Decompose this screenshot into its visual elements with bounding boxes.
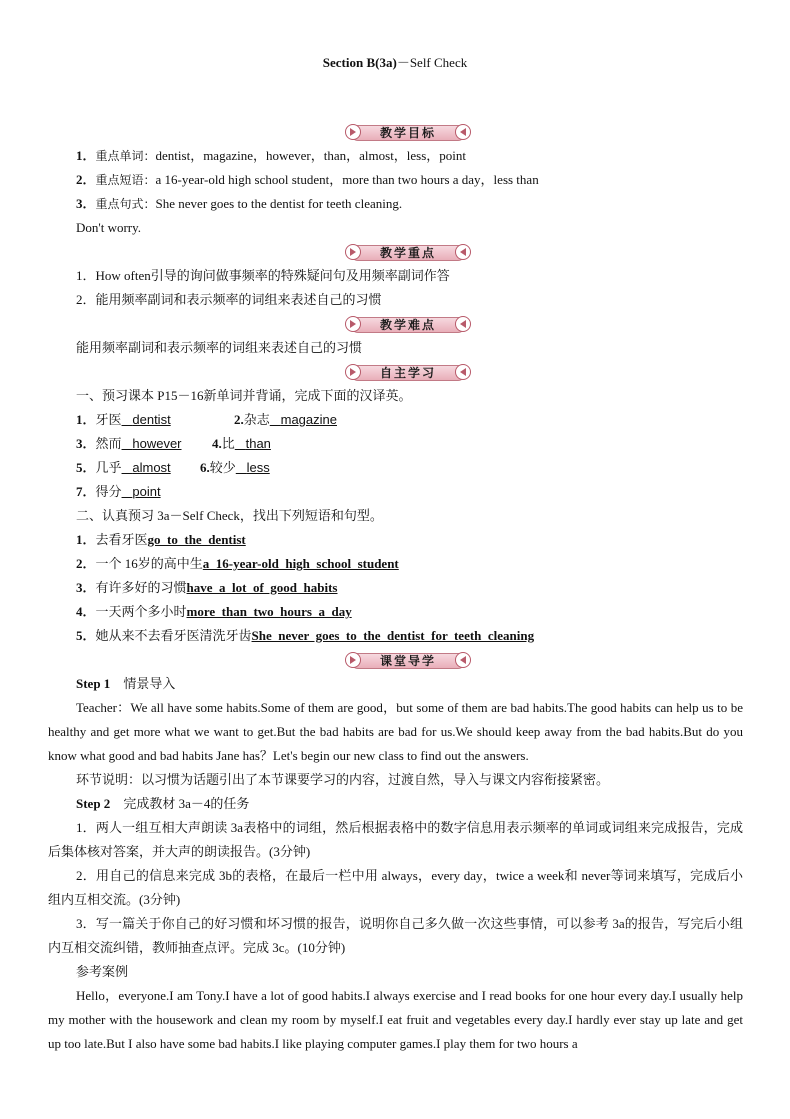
key-point-line-1: 1．How often引导的询问做事频率的特殊疑问句及用频率副词作答 [76, 268, 450, 283]
transition-note: 环节说明：以习惯为话题引出了本节课要学习的内容，过渡自然，导入与课文内容衔接紧密。 [76, 772, 610, 787]
title-section: Section B(3a) [322, 55, 397, 70]
page-title [0, 52, 790, 71]
vocab-item: 3．然而 however [76, 436, 182, 451]
reference-label: 参考案例 [76, 964, 129, 979]
task-3: 3．写一篇关于你自己的好习惯和坏习惯的报告，说明你自己多久做一次这些事情，可以参考 3a的报告，写完后小组内互相交流纠错，教师抽查点评。完成 3c。(10分钟) [48, 916, 743, 955]
classroom-heading: 课堂导学 [379, 654, 436, 668]
step2-heading: Step 2 完成教材 3a－4的任务 [76, 796, 250, 811]
phrase-item: 1．去看牙医go to the dentist [76, 532, 246, 547]
step1-heading: Step 1 情景导入 [76, 676, 176, 691]
classroom-banner [345, 651, 471, 669]
task-1: 1．两人一组互相大声朗读 3a表格中的词组，然后根据表格中的数字信息用表示频率的单词或词组来完成报告，完成后集体核对答案，并大声的朗读报告。(3分钟) [48, 820, 743, 859]
title-subtitle: －Self Check [396, 55, 468, 70]
objectives-banner [345, 123, 471, 141]
key-points-banner [345, 243, 471, 261]
objectives-heading: 教学目标 [379, 126, 436, 140]
vocab-item: 6.较少 less [200, 460, 270, 475]
objective-line-3: 3．重点句式：She never goes to the dentist for teeth cleaning. [76, 196, 403, 211]
objective-line-4: Don't worry. [76, 220, 142, 235]
part2-heading: 二、认真预习 3a－Self Check，找出下列短语和句型。 [76, 508, 383, 523]
difficulties-heading: 教学难点 [379, 318, 436, 332]
vocab-item: 4.比 than [212, 436, 271, 451]
key-point-line-2: 2．能用频率副词和表示频率的词组来表述自己的习惯 [76, 292, 382, 307]
difficulties-banner [345, 315, 471, 333]
objective-line-1: 1．重点单词：dentist，magazine，however，than，almost，less，point [76, 148, 467, 163]
phrase-item: 2．一个 16岁的高中生a 16-year-old high school student [76, 556, 399, 571]
phrase-item: 3．有许多好的习惯have a lot of good habits [76, 580, 338, 595]
vocab-item: 2.杂志 magazine [234, 412, 337, 427]
task-2: 2．用自己的信息来完成 3b的表格，在最后一栏中用 always，every day，twice a week和 never等词来填写，完成后小组内互相交流。(3分钟) [48, 868, 743, 907]
phrase-item: 5．她从来不去看牙医清洗牙齿She never goes to the dentist for teeth cleaning [76, 628, 535, 643]
self-study-heading: 自主学习 [379, 366, 436, 380]
key-points-heading: 教学重点 [379, 246, 436, 260]
phrase-item: 4．一天两个多小时more than two hours a day [76, 604, 352, 619]
vocab-item: 5．几乎 almost [76, 460, 171, 475]
self-study-banner [345, 363, 471, 381]
vocab-item: 7．得分 point [76, 484, 161, 499]
difficulty-line-1: 能用频率副词和表示频率的词组来表述自己的习惯 [76, 340, 363, 355]
teacher-paragraph: Teacher：We all have some habits.Some of them are good，but some of them are bad habits.The good habits can help us to be healthy and get more what we want to get.But the bad habits are bad for us.We should keep away from the bad habits.But do you know what good and bad habits Jane has？Let's begin our new class to find out the answers. [48, 700, 743, 763]
part1-heading: 一、预习课本 P15－16新单词并背诵，完成下面的汉译英。 [76, 388, 412, 403]
reference-paragraph: Hello，everyone.I am Tony.I have a lot of good habits.I always exercise and I read books for one hour every day.I usually help my mother with the housework and clean my room by myself.I eat fruit and vegetables every day.I hardly ever stay up late and get up too late.But I also have some bad habits.I like playing computer games.I play them for two hours a [48, 988, 743, 1051]
vocab-item: 1．牙医 dentist [76, 412, 171, 427]
objective-line-2: 2．重点短语：a 16-year-old high school student，more than two hours a day，less than [76, 172, 539, 187]
